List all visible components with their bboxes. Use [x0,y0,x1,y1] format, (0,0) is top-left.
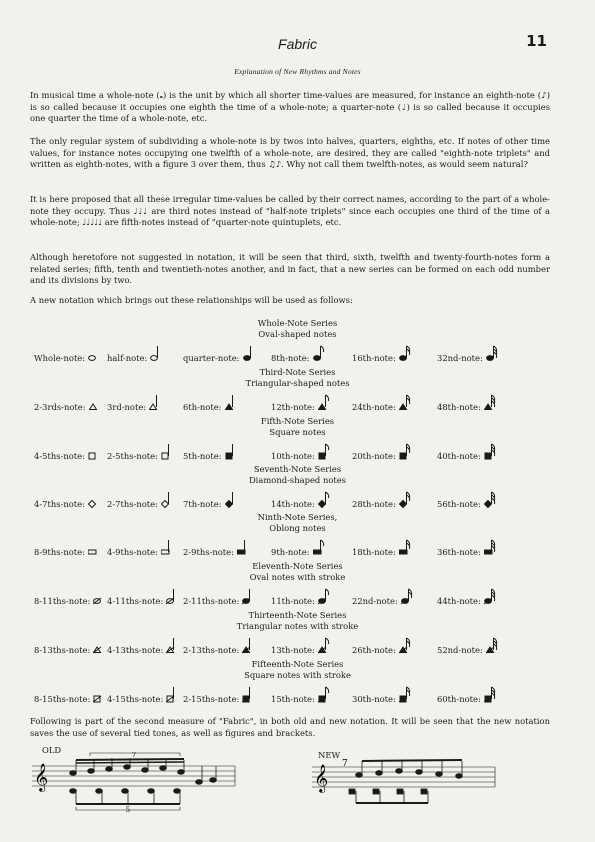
triangle-stroke-note-icon [93,637,107,655]
note-value-item [437,686,498,704]
note-value-item [352,443,413,461]
series-note-row [34,345,564,361]
note-value-label: 2-7ths-note: [107,499,158,509]
series-heading: Fifteenth-Note Series [251,659,344,669]
note-value-label: 2-3rds-note: [34,402,86,412]
series-shape-description: Square notes with stroke [244,670,351,680]
oval-stroke-note-icon [401,588,415,606]
oval-note-icon [150,345,164,363]
diamond-note-icon [484,491,498,509]
square-stroke-note-icon [484,686,498,704]
note-value-label: 14th-note: [271,499,315,509]
triangle-note-icon [225,394,239,412]
note-value-label: 6th-note: [183,402,222,412]
oblong-note-icon [88,539,102,557]
series-heading-block [0,561,595,583]
series-heading-block [0,367,595,389]
paragraph-1: In musical time a whole-note (𝅝) is the unit by which all shorter time-values are measured, for instance an eighth-note (♪) is so called because it occupies one eighth the time of a whole-note; a quarter-note (♩) is so called because it occupies one quarter the time of a whole-note, etc. [30,90,550,124]
diamond-note-icon [88,491,102,509]
triangle-stroke-note-icon [318,637,332,655]
note-value-label: 2-15ths-note: [183,694,240,704]
series-heading: Third-Note Series [259,367,336,377]
oval-stroke-note-icon [484,588,498,606]
note-value-item [271,637,332,655]
old-notation-staff [30,752,240,812]
diamond-note-icon [318,491,332,509]
paragraph-3: It is here proposed that all these irregular time-values be called by their correct names, according to the part of a whole-note they occupy. Thus ♩♩♩ are third notes instead of "half-note triplets" since each occupies one third of the time of a whole-note; ♩♩♩♩♩ are fifth-notes instead of "quarter-note quintuplets, etc. [30,194,550,228]
note-value-item [352,588,415,606]
oval-stroke-note-icon [242,588,256,606]
series-shape-description: Square notes [269,427,326,437]
series-note-row [34,394,564,410]
note-value-label: 12th-note: [271,402,315,412]
note-value-item [352,345,413,363]
oblong-note-icon [313,539,327,557]
series-heading-block [0,512,595,534]
note-value-label: 8-9ths-note: [34,547,85,557]
series-note-row [34,686,564,702]
square-note-icon [399,443,413,461]
series-shape-description: Triangular-shaped notes [245,378,350,388]
paragraph-2: The only regular system of subdividing a whole-note is by twos into halves, quarters, eighths, etc. If notes of other time values, for instance notes occupying one twelfth of a whole-note, are desired, they are called "eighth-note triplets" and written as eighth-notes, with a figure 3 over them, thus ♫♪. Why not call them twelfth-notes, as would seem natural? [30,136,550,170]
triangle-note-icon [484,394,498,412]
note-value-item [352,637,413,655]
oval-note-icon [399,345,413,363]
note-value-item [107,637,180,655]
note-value-label: 4-11ths-note: [107,596,164,606]
note-value-item [183,345,257,363]
note-value-item [34,539,102,557]
note-value-item [34,345,102,363]
note-value-item [107,394,163,412]
note-value-item [437,491,498,509]
note-value-item [271,394,332,412]
triangle-note-icon [318,394,332,412]
page-number: 11 [526,32,547,50]
square-note-icon [484,443,498,461]
series-note-row [34,637,564,653]
square-stroke-note-icon [166,686,180,704]
note-value-item [34,637,107,655]
note-value-label: 8-11ths-note: [34,596,91,606]
series-note-row [34,588,564,604]
square-note-icon [318,443,332,461]
series-heading: Whole-Note Series [257,318,338,328]
oval-stroke-note-icon [166,588,180,606]
note-value-label: 18th-note: [352,547,396,557]
note-value-item [352,491,413,509]
note-value-label: Whole-note: [34,353,86,363]
diamond-note-icon [399,491,413,509]
note-value-item [437,588,498,606]
note-value-item [271,686,332,704]
note-value-item [183,588,256,606]
series-shape-description: Oval-shaped notes [258,329,337,339]
oval-note-icon [313,345,327,363]
note-value-item [34,443,102,461]
square-note-icon [225,443,239,461]
square-stroke-note-icon [318,686,332,704]
note-value-label: 56th-note: [437,499,481,509]
oblong-note-icon [484,539,498,557]
series-heading-block [0,416,595,438]
diamond-note-icon [225,491,239,509]
series-heading-block [0,610,595,632]
series-heading-block [0,659,595,681]
oblong-note-icon [399,539,413,557]
note-value-label: 44th-note: [437,596,481,606]
note-value-label: 4-15ths-note: [107,694,164,704]
note-value-label: 22nd-note: [352,596,398,606]
old-notation-label: OLD [42,745,62,755]
tuplet-seven-label: 7 [131,752,137,759]
series-heading: Thirteenth-Note Series [248,610,347,620]
series-note-row [34,443,564,459]
note-value-label: 2-11ths-note: [183,596,240,606]
note-value-label: 15th-note: [271,694,315,704]
note-value-label: 52nd-note: [437,645,483,655]
page-title: Fabric [278,36,317,52]
triangle-stroke-note-icon [399,637,413,655]
triangle-stroke-note-icon [242,637,256,655]
note-value-item [34,491,102,509]
note-value-item [271,443,332,461]
note-value-item [352,686,413,704]
note-value-label: 20th-note: [352,451,396,461]
note-value-label: 13th-note: [271,645,315,655]
note-value-item [437,394,498,412]
note-value-item [183,394,239,412]
note-value-item [437,345,500,363]
note-value-label: 48th-note: [437,402,481,412]
tuplet-five-label: 5 [125,806,131,812]
triangle-note-icon [399,394,413,412]
note-value-label: 30th-note: [352,694,396,704]
note-value-item [107,443,175,461]
series-shape-description: Oblong notes [269,523,326,533]
note-value-item [107,539,175,557]
note-value-label: 36th-note: [437,547,481,557]
series-shape-description: Triangular notes with stroke [236,621,359,631]
series-heading: Seventh-Note Series [253,464,342,474]
series-heading-block [0,464,595,486]
note-value-label: 9th-note: [271,547,310,557]
note-value-item [271,491,332,509]
note-value-item [183,686,256,704]
note-value-label: 8th-note: [271,353,310,363]
diamond-note-icon [161,491,175,509]
note-value-label: 4-13ths-note: [107,645,164,655]
note-value-label: 8-15ths-note: [34,694,91,704]
note-value-item [183,443,239,461]
oval-note-icon [88,345,102,363]
note-value-item [437,637,500,655]
note-value-label: 7th-note: [183,499,222,509]
note-value-label: 26th-note: [352,645,396,655]
note-value-label: 2-13ths-note: [183,645,240,655]
square-note-icon [88,443,102,461]
note-value-item [271,588,332,606]
series-heading: Eleventh-Note Series [252,561,343,571]
series-note-row [34,491,564,507]
note-value-label: 32nd-note: [437,353,483,363]
series-shape-description: Diamond-shaped notes [248,475,347,485]
page-subtitle: Explanation of New Rhythms and Notes [234,67,361,76]
note-value-label: 3rd-note: [107,402,147,412]
series-heading-block [0,318,595,340]
square-stroke-note-icon [93,686,107,704]
note-value-label: 8-13ths-note: [34,645,91,655]
series-shape-description: Oval notes with stroke [249,572,346,582]
oblong-note-icon [161,539,175,557]
paragraph-4: Although heretofore not suggested in notation, it will be seen that third, sixth, twelfth and twenty-fourth-notes form a related series; fifth, tenth and twentieth-notes another, and in fact, that a new series can be formed on each odd number and its divisions by two. [30,252,550,286]
treble-clef-icon: 𝄞 [314,764,329,792]
note-value-item [183,491,239,509]
note-value-item [183,539,251,557]
oval-note-icon [486,345,500,363]
note-value-label: 11th-note: [271,596,315,606]
series-heading: Ninth-Note Series, [257,512,338,522]
note-value-label: 16th-note: [352,353,396,363]
note-value-label: 4-7ths-note: [34,499,85,509]
rest-symbol: 7 [342,759,348,769]
note-value-item [34,394,103,412]
note-value-item [271,539,327,557]
oval-note-icon [243,345,257,363]
triangle-stroke-note-icon [486,637,500,655]
triangle-note-icon [149,394,163,412]
note-value-label: 24th-note: [352,402,396,412]
oval-stroke-note-icon [318,588,332,606]
note-value-item [183,637,256,655]
series-note-row [34,539,564,555]
note-value-label: 60th-note: [437,694,481,704]
note-value-item [34,588,107,606]
note-value-item [437,443,498,461]
note-value-label: 28th-note: [352,499,396,509]
square-stroke-note-icon [242,686,256,704]
note-value-item [107,686,180,704]
square-note-icon [161,443,175,461]
note-value-item [107,588,180,606]
note-value-item [352,539,413,557]
oval-stroke-note-icon [93,588,107,606]
note-value-item [34,686,107,704]
note-value-item [352,394,413,412]
note-value-label: 10th-note: [271,451,315,461]
note-value-label: 5th-note: [183,451,222,461]
note-value-label: 2-5ths-note: [107,451,158,461]
note-value-label: 2-9ths-note: [183,547,234,557]
note-value-label: half-note: [107,353,148,363]
triangle-stroke-note-icon [166,637,180,655]
note-value-item [437,539,498,557]
note-value-label: 4-5ths-note: [34,451,85,461]
note-value-item [107,345,164,363]
new-notation-staff [310,755,500,810]
square-stroke-note-icon [399,686,413,704]
note-value-label: 40th-note: [437,451,481,461]
oblong-note-icon [237,539,251,557]
treble-clef-icon: 𝄞 [34,763,49,791]
paragraph-6: Following is part of the second measure of "Fabric", in both old and new notation. It will be seen that the new notation saves the use of several tied tones, as well as figures and brackets. [30,716,550,738]
series-heading: Fifth-Note Series [260,416,335,426]
new-notation-label: NEW [318,750,341,760]
note-value-item [271,345,327,363]
note-value-label: quarter-note: [183,353,240,363]
triangle-note-icon [89,394,103,412]
note-value-item [107,491,175,509]
paragraph-5: A new notation which brings out these relationships will be used as follows: [30,295,353,305]
note-value-label: 4-9ths-note: [107,547,158,557]
